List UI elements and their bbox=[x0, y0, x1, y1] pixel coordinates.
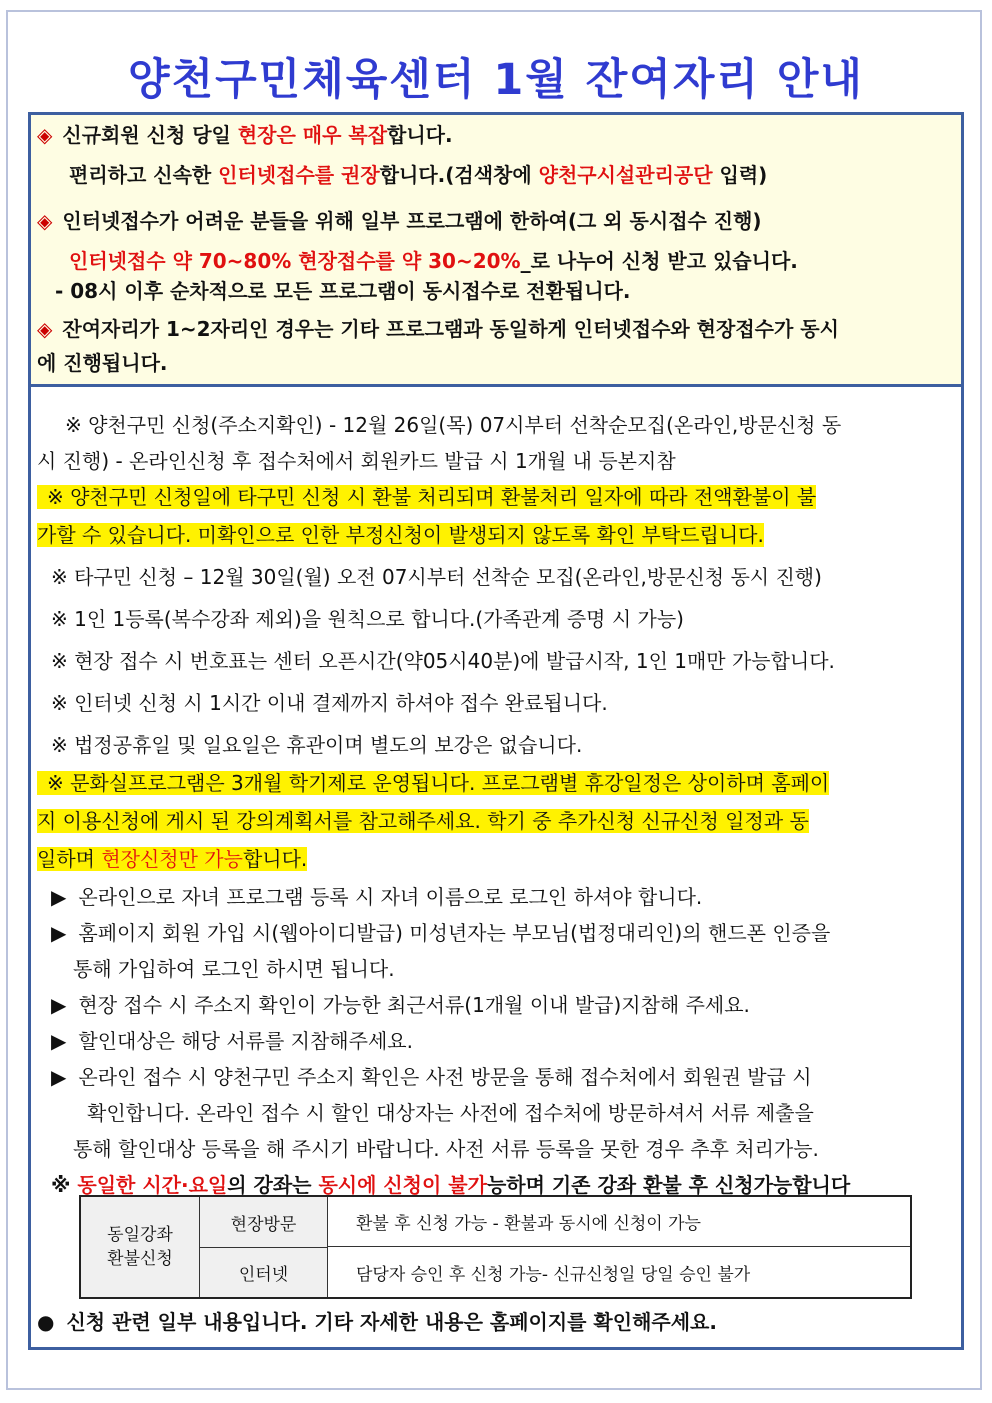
notice-line: - 08시 이후 순차적으로 모든 프로그램이 동시접수로 전환됩니다. bbox=[55, 279, 631, 303]
guide-line-highlight: ※ 문화실프로그램은 3개월 학기제로 운영됩니다. 프로그램별 휴강일정은 상이하며 홈페이 bbox=[37, 765, 957, 801]
refund-policy-table bbox=[79, 1195, 912, 1299]
guide-line: ※ 타구민 신청 – 12월 30일(월) 오전 07시부터 선착순 모집(온라인,방문신청 동시 진행) bbox=[51, 565, 822, 589]
warning-line: ※ 동일한 시간·요일의 강좌는 동시에 신청이 불가능하며 기존 강좌 환불 후 신청가능합니다 bbox=[51, 1173, 851, 1197]
table-cell-channel: 인터넷 bbox=[200, 1248, 328, 1297]
guide-line: ※ 현장 접수 시 번호표는 센터 오픈시간(약05시40분)에 발급시작, 1인 1매만 가능합니다. bbox=[51, 649, 835, 673]
triangle-bullet-icon: ▶ bbox=[51, 1065, 67, 1089]
guide-line: ▶ 할인대상은 해당 서류를 지참해주세요. bbox=[51, 1029, 413, 1053]
table-cell-desc: 환불 후 신청 가능 - 환불과 동시에 신청이 가능 bbox=[328, 1197, 910, 1247]
guidelines bbox=[37, 399, 957, 1197]
guide-line-highlight: ※ 양천구민 신청일에 타구민 신청 시 환불 처리되며 환불처리 일자에 따라 전액환불이 불 bbox=[37, 479, 957, 515]
guide-line: ▶ 홈페이지 회원 가입 시(웹아이디발급) 미성년자는 부모님(법정대리인)의 핸드폰 인증을 bbox=[51, 921, 831, 945]
guide-line: 통해 가입하여 로그인 하시면 됩니다. bbox=[73, 957, 395, 981]
guide-line: ▶ 온라인 접수 시 양천구민 주소지 확인은 사전 방문을 통해 접수처에서 회원권 발급 시 bbox=[51, 1065, 812, 1089]
triangle-bullet-icon: ▶ bbox=[51, 921, 67, 945]
triangle-bullet-icon: ▶ bbox=[51, 993, 67, 1017]
guide-line: ※ 법정공휴일 및 일요일은 휴관이며 별도의 보강은 없습니다. bbox=[51, 733, 583, 757]
guide-line-highlight: 일하며 현장신청만 가능합니다. bbox=[37, 847, 308, 871]
key-notice-box bbox=[31, 115, 961, 387]
table-cell-channel: 현장방문 bbox=[200, 1197, 328, 1248]
triangle-bullet-icon: ▶ bbox=[51, 885, 67, 909]
diamond-bullet-icon: ◈ bbox=[37, 209, 53, 233]
guide-line: ※ 인터넷 신청 시 1시간 이내 결제까지 하셔야 접수 완료됩니다. bbox=[51, 691, 608, 715]
guide-line: ※ 양천구민 신청(주소지확인) - 12월 26일(목) 07시부터 선착순모집(온라인,방문신청 동 bbox=[65, 413, 842, 437]
page-title: 양천구민체육센터 1월 잔여자리 안내 bbox=[128, 55, 864, 105]
notice-line: 에 진행됩니다. bbox=[37, 351, 168, 375]
guide-line-highlight: 지 이용신청에 게시 된 강의계획서를 참고해주세요. 학기 중 추가신청 신규신청 일정과 동 bbox=[37, 809, 809, 833]
guide-line-highlight: 가할 수 있습니다. 미확인으로 인한 부정신청이 발생되지 않도록 확인 부탁드립니다. bbox=[37, 523, 764, 547]
notice-document bbox=[28, 112, 964, 1350]
guide-line: 통해 할인대상 등록을 해 주시기 바랍니다. 사전 서류 등록을 못한 경우 추후 처리가능. bbox=[73, 1137, 819, 1161]
guide-line: ▶ 현장 접수 시 주소지 확인이 가능한 최근서류(1개월 이내 발급)지참해 주세요. bbox=[51, 993, 750, 1017]
table-cell-desc: 담당자 승인 후 신청 가능- 신규신청일 당일 승인 불가 bbox=[356, 1265, 751, 1285]
guide-line: 시 진행) - 온라인신청 후 접수처에서 회원카드 발급 시 1개월 내 등본지참 bbox=[37, 449, 676, 473]
notice-line: ◈ 신규회원 신청 당일 현장은 매우 복잡합니다. bbox=[37, 123, 453, 147]
notice-line: 인터넷접수 약 70~80% 현장접수를 약 30~20%_로 나누어 신청 받고 있습니다. bbox=[69, 249, 798, 273]
notice-line: 편리하고 신속한 인터넷접수를 권장합니다.(검색창에 양천구시설관리공단 입력) bbox=[69, 163, 768, 187]
guide-line: ▶ 온라인으로 자녀 프로그램 등록 시 자녀 이름으로 로그인 하셔야 합니다. bbox=[51, 885, 703, 909]
footer-note: ● 신청 관련 일부 내용입니다. 기타 자세한 내용은 홈페이지를 확인해주세요. bbox=[37, 1310, 717, 1334]
refund-table-label: 동일강좌 환불신청 bbox=[81, 1197, 200, 1297]
guide-line: 확인합니다. 온라인 접수 시 할인 대상자는 사전에 접수처에 방문하셔서 서류 제출을 bbox=[87, 1101, 814, 1125]
diamond-bullet-icon: ◈ bbox=[37, 317, 53, 341]
guide-line: ※ 1인 1등록(복수강좌 제외)을 원칙으로 합니다.(가족관계 증명 시 가능) bbox=[51, 607, 684, 631]
triangle-bullet-icon: ▶ bbox=[51, 1029, 67, 1053]
notice-line: ◈ 잔여자리가 1~2자리인 경우는 기타 프로그램과 동일하게 인터넷접수와 현장접수가 동시 bbox=[37, 317, 839, 341]
diamond-bullet-icon: ◈ bbox=[37, 123, 53, 147]
bullet-dot-icon: ● bbox=[37, 1310, 55, 1334]
notice-line: ◈ 인터넷접수가 어려운 분들을 위해 일부 프로그램에 한하여(그 외 동시접수 진행) bbox=[37, 209, 762, 233]
